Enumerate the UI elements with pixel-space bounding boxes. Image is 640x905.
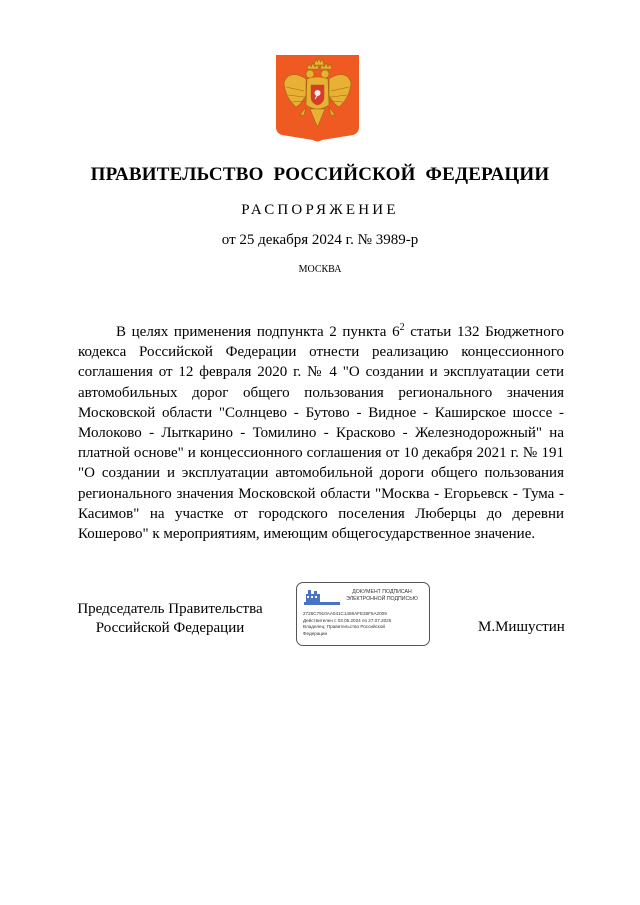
esig-title-line2: ЭЛЕКТРОННОЙ ПОДПИСЬЮ — [346, 596, 418, 602]
esig-title — [337, 589, 427, 603]
city: МОСКВА — [298, 264, 342, 275]
signer-name: М.Мишустин — [478, 619, 565, 635]
order-text-superscript: 2 — [399, 322, 405, 333]
signer-position-line2: Российской Федерации — [95, 620, 245, 636]
signer-position-line1: Председатель Правительства — [77, 601, 263, 617]
esig-owner-line1: Владелец: Правительство Российской — [303, 624, 385, 630]
coat-of-arms-icon — [276, 55, 359, 143]
signer-position — [70, 600, 270, 638]
order-text — [78, 322, 564, 544]
government-title: ПРАВИТЕЛЬСТВО РОССИЙСКОЙ ФЕДЕРАЦИИ — [90, 164, 550, 185]
electronic-signature-stamp — [296, 582, 430, 646]
esig-certificate: 2726C7910AA041C1458AFE36F5A2009 — [303, 611, 387, 616]
document-date: от 25 декабря 2024 г. № 3989-р — [221, 232, 419, 248]
building-icon — [302, 588, 342, 606]
esig-validity: Действителен с 03.05.2024 по 27.07.2025 — [303, 617, 392, 623]
order-text-part2: статьи 132 Бюджетного кодекса Российской Федерации отнести реализацию концессионного соглашения от 12 февраля 2020 г. № 4 "О создании и эксплуатации сети автомобильных дорог общего пользования регионального значения Московской области "Солнцево - Бутово - Видное - Каширское шоссе - Молоково - Лыткарино - Томилино - Красково - Железнодорожный" на платной основе" и концессионного соглашения от 10 декабря 2021 г. № 191 "О создании и эксплуатации автомобильной дороги общего пользования регионального значения Московской области "Москва - Егорьевск - Тума - Касимов" на участке от городского поселения Люберцы до деревни Кошерово" к мероприятиям, имеющим общегосударственное значение. — [78, 324, 564, 543]
order-text-part1: В целях применения подпункта 2 пункта 6 — [116, 324, 400, 340]
esig-details — [303, 611, 428, 637]
esig-title-line1: ДОКУМЕНТ ПОДПИСАН — [352, 589, 412, 595]
document-type: РАСПОРЯЖЕНИЕ — [241, 202, 399, 218]
esig-owner-line2: Федерации — [303, 630, 328, 636]
